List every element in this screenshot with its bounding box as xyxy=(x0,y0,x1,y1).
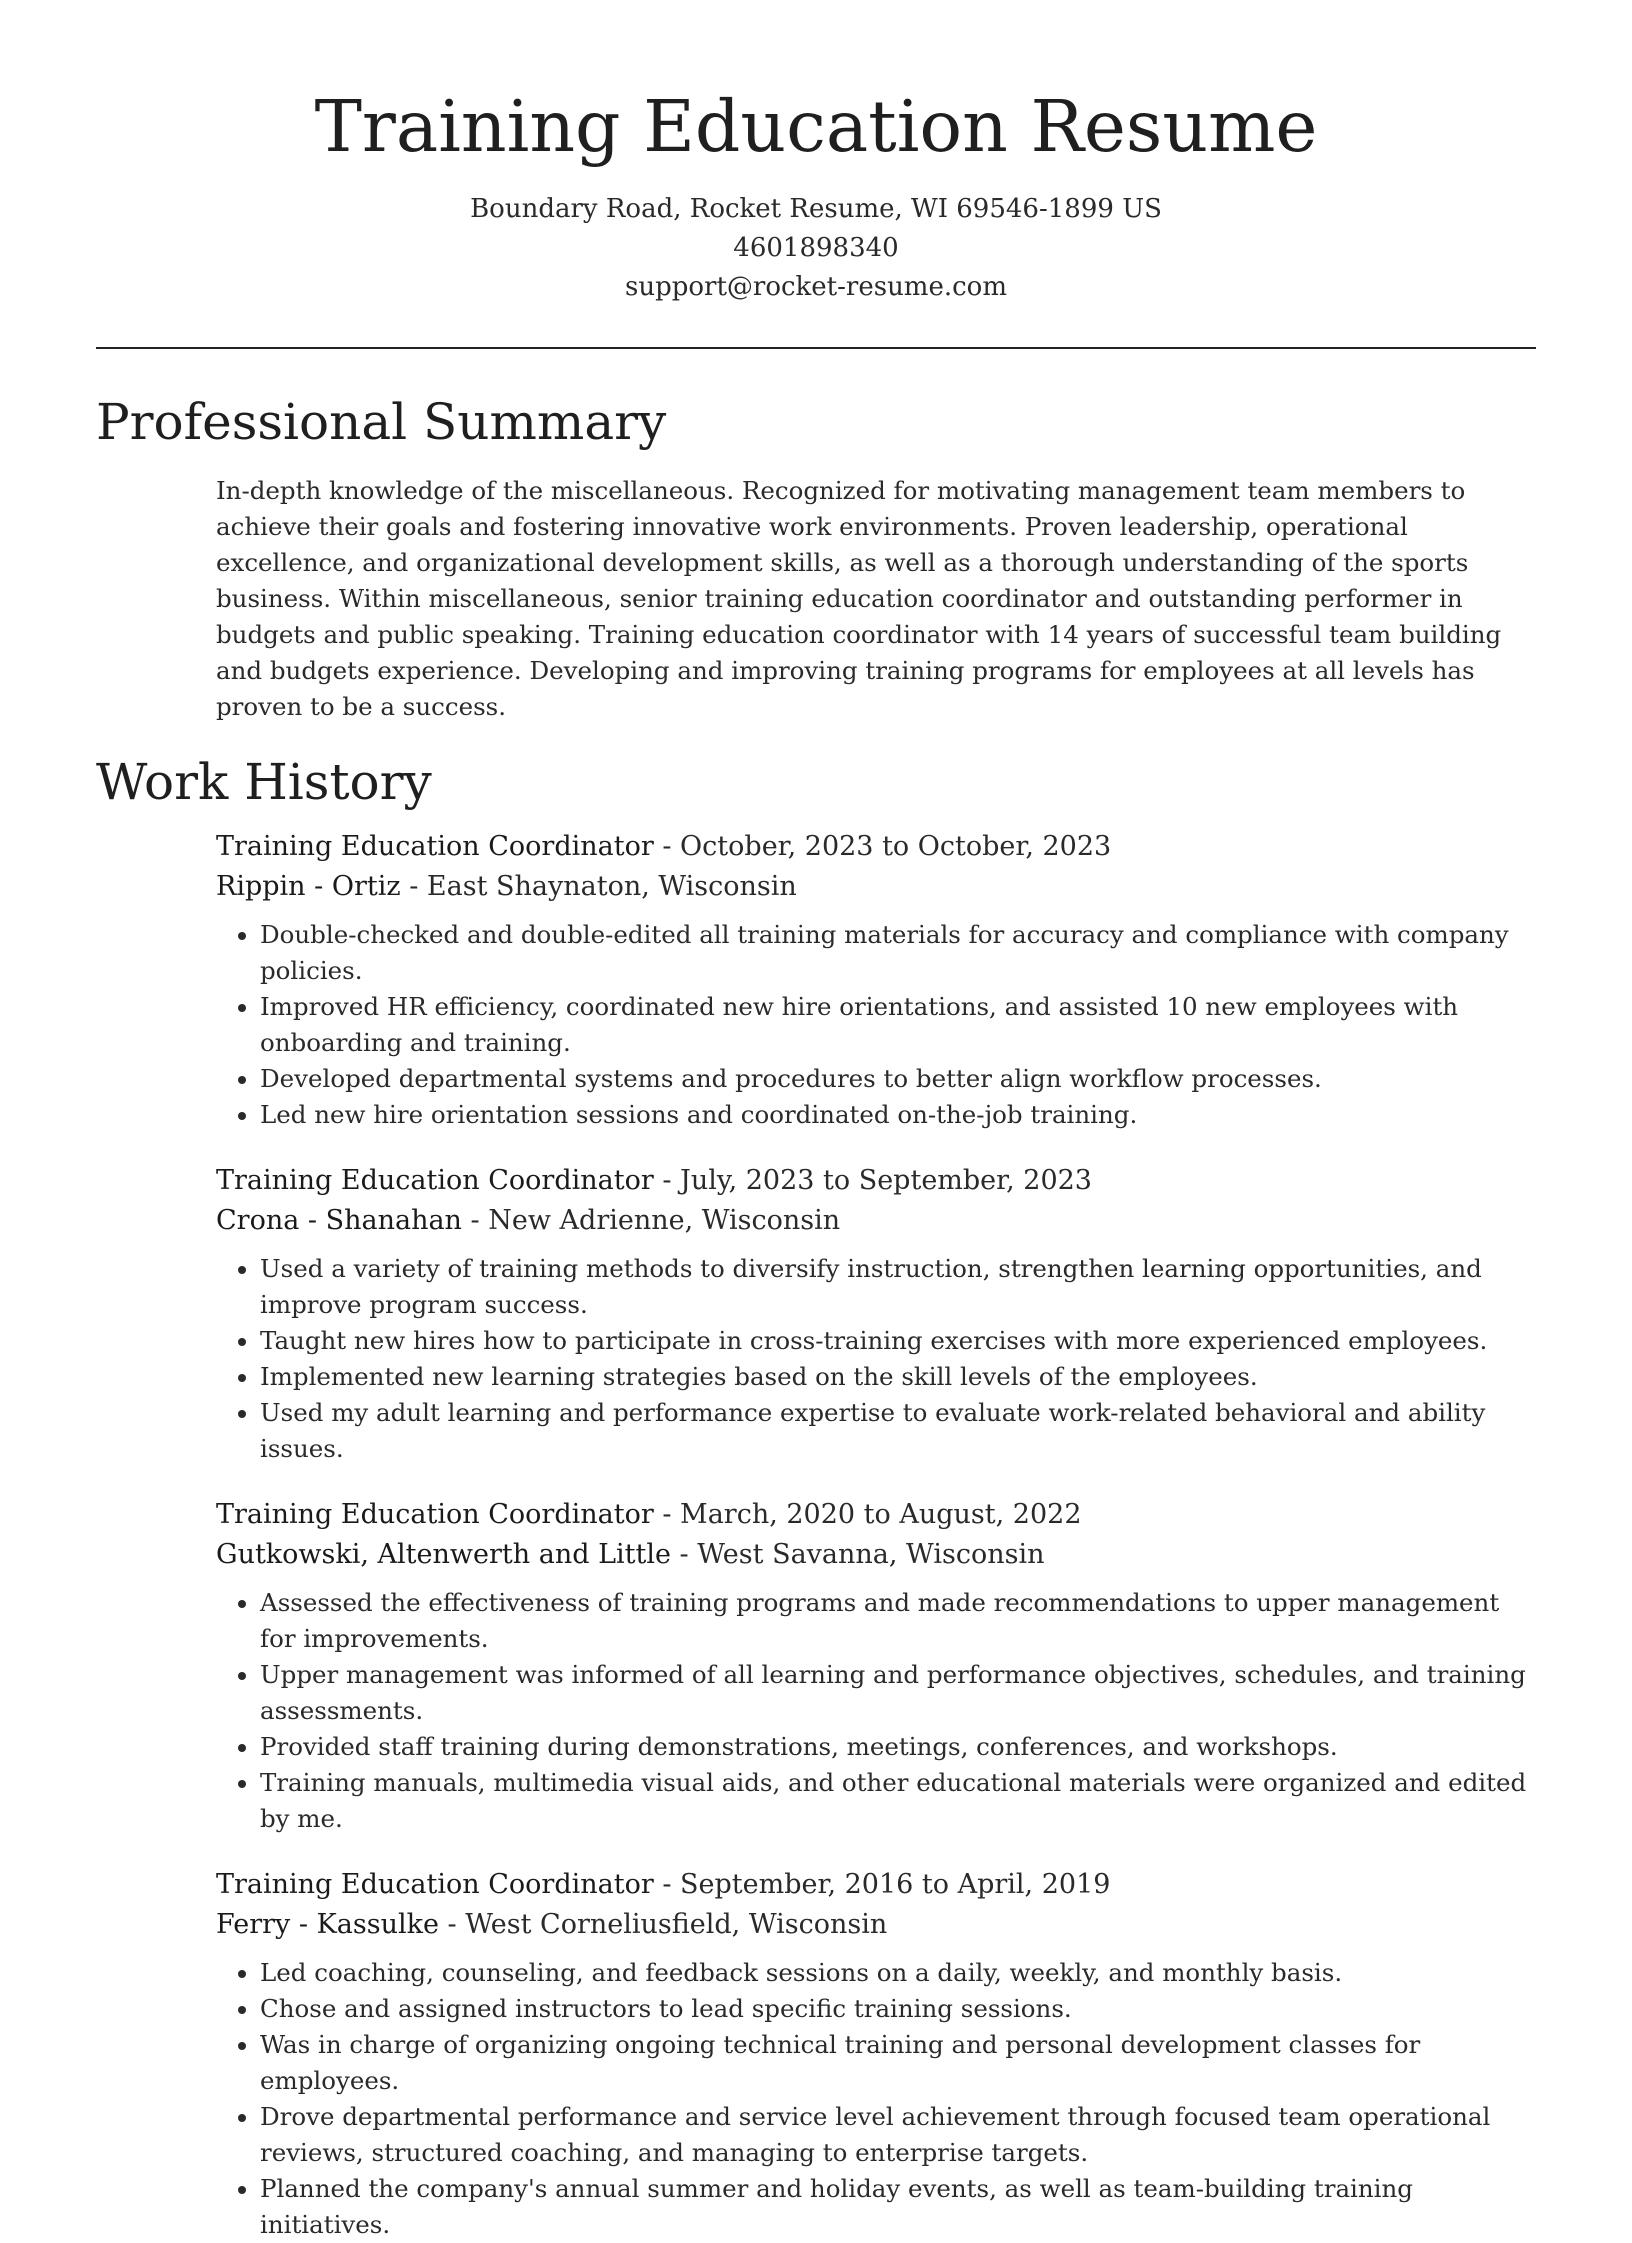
job-dates: July, 2023 to September, 2023 xyxy=(680,1165,1092,1196)
separator: - xyxy=(461,1205,489,1236)
separator: - xyxy=(400,871,427,902)
job-company: Rippin - Ortiz xyxy=(216,871,401,902)
job-location: East Shaynaton, Wisconsin xyxy=(426,871,797,902)
job-bullet: • Led coaching, counseling, and feedback sessions on a daily, weekly, and monthly basis. xyxy=(260,1955,1536,1991)
job-company-line xyxy=(216,1905,1536,1945)
job-title: Training Education Coordinator xyxy=(216,831,654,862)
separator: - xyxy=(670,1539,698,1570)
contact-info xyxy=(0,190,1632,307)
job-bullet: • Planned the company's annual summer and holiday events, as well as team-building training initiatives. xyxy=(260,2171,1536,2243)
job-company-line xyxy=(216,1201,1536,1241)
separator: - xyxy=(438,1909,466,1940)
job-bullet: • Training manuals, multimedia visual aids, and other educational materials were organized and edited by me. xyxy=(260,1765,1536,1837)
job-bullets xyxy=(216,1251,1536,1467)
job-bullet: • Was in charge of organizing ongoing technical training and personal development classes for employees. xyxy=(260,2027,1536,2099)
job-entry xyxy=(216,827,1536,1133)
job-location: West Savanna, Wisconsin xyxy=(697,1539,1045,1570)
job-title-line xyxy=(216,1865,1536,1905)
job-bullet: • Implemented new learning strategies based on the skill levels of the employees. xyxy=(260,1359,1536,1395)
job-entry xyxy=(216,1865,1536,2243)
summary-heading: Professional Summary xyxy=(96,393,667,451)
job-title-line xyxy=(216,1161,1536,1201)
job-bullet: • Chose and assigned instructors to lead specific training sessions. xyxy=(260,1991,1536,2027)
job-bullet: • Taught new hires how to participate in cross-training exercises with more experienced employees. xyxy=(260,1323,1536,1359)
contact-phone: 4601898340 xyxy=(733,233,899,263)
job-entry xyxy=(216,1161,1536,1467)
resume-title: Training Education Resume xyxy=(314,85,1318,168)
work-history-list xyxy=(0,827,1632,2243)
work-history-heading: Work History xyxy=(96,753,432,811)
separator: - xyxy=(653,1499,681,1530)
job-bullet: • Upper management was informed of all learning and performance objectives, schedules, and training assessments. xyxy=(260,1657,1536,1729)
job-bullets xyxy=(216,1585,1536,1837)
job-company: Crona - Shanahan xyxy=(216,1205,462,1236)
job-bullet: • Double-checked and double-edited all training materials for accuracy and compliance with company policies. xyxy=(260,917,1536,989)
job-dates: October, 2023 to October, 2023 xyxy=(680,831,1112,862)
job-bullet: • Led new hire orientation sessions and coordinated on-the-job training. xyxy=(260,1097,1536,1133)
job-bullet: • Assessed the effectiveness of training programs and made recommendations to upper management for improvements. xyxy=(260,1585,1536,1657)
job-title-line xyxy=(216,827,1536,867)
job-entry xyxy=(216,1495,1536,1837)
job-title-line xyxy=(216,1495,1536,1535)
job-title: Training Education Coordinator xyxy=(216,1499,654,1530)
job-dates: March, 2020 to August, 2022 xyxy=(680,1499,1082,1530)
job-bullets xyxy=(216,917,1536,1133)
contact-address: Boundary Road, Rocket Resume, WI 69546-1899 US xyxy=(470,194,1162,224)
job-bullet: • Developed departmental systems and procedures to better align workflow processes. xyxy=(260,1061,1536,1097)
job-company: Gutkowski, Altenwerth and Little xyxy=(216,1539,671,1570)
job-bullet: • Provided staff training during demonstrations, meetings, conferences, and workshops. xyxy=(260,1729,1536,1765)
job-company-line xyxy=(216,867,1536,907)
separator: - xyxy=(653,1869,681,1900)
job-bullet: • Used a variety of training methods to diversify instruction, strengthen learning opportunities, and improve program success. xyxy=(260,1251,1536,1323)
job-title: Training Education Coordinator xyxy=(216,1165,654,1196)
separator: - xyxy=(653,1165,681,1196)
contact-email: support@rocket-resume.com xyxy=(624,272,1007,302)
summary-text: In-depth knowledge of the miscellaneous. Recognized for motivating management team members to achieve their goals and fostering innovative work environments. Proven leadership, operational excellence, and organizational development skills, as well as a thorough understanding of the sports business. Within miscellaneous, senior training education coordinator and outstanding performer in budgets and public speaking. Training education coordinator with 14 years of successful team building and budgets experience. Developing and improving training programs for employees at all levels has proven to be a success. xyxy=(216,476,1502,721)
job-location: New Adrienne, Wisconsin xyxy=(488,1205,841,1236)
job-title: Training Education Coordinator xyxy=(216,1869,654,1900)
header-divider xyxy=(96,347,1536,349)
job-dates: September, 2016 to April, 2019 xyxy=(680,1869,1111,1900)
job-bullets xyxy=(216,1955,1536,2243)
job-bullet: • Improved HR efficiency, coordinated new hire orientations, and assisted 10 new employees with onboarding and training. xyxy=(260,989,1536,1061)
job-company: Ferry - Kassulke xyxy=(216,1909,439,1940)
job-bullet: • Used my adult learning and performance expertise to evaluate work-related behavioral and ability issues. xyxy=(260,1395,1536,1467)
job-company-line xyxy=(216,1535,1536,1575)
job-location: West Corneliusfield, Wisconsin xyxy=(465,1909,888,1940)
separator: - xyxy=(653,831,681,862)
resume-header xyxy=(0,0,1632,307)
job-bullet: • Drove departmental performance and service level achievement through focused team operational reviews, structured coaching, and managing to enterprise targets. xyxy=(260,2099,1536,2171)
